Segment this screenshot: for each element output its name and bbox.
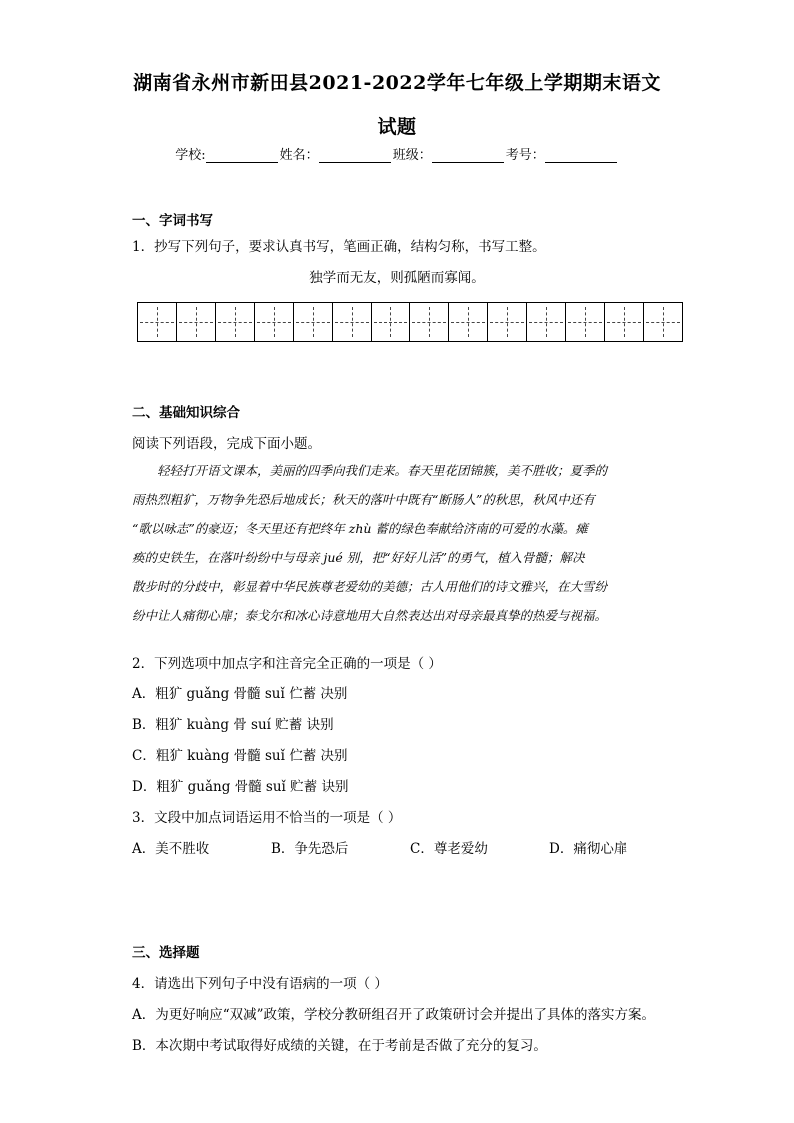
question-3: 3．文段中加点词语运用不恰当的一项是（ ） (132, 810, 402, 826)
number-label: 考号： (505, 148, 545, 163)
section-2-heading: 二、基础知识综合 (132, 405, 240, 421)
question-2: 2．下列选项中加点字和注音完全正确的一项是（ ） (132, 656, 442, 672)
q3-options (132, 837, 688, 857)
q2-option-b[interactable]: B．粗犷 kuàng 骨 suí 贮蓄 诀别 (132, 717, 334, 733)
copy-sentence: 独学而无友，则孤陋而寡闻。 (309, 270, 485, 286)
q3-option-b[interactable]: B．争先恐后 (271, 841, 349, 857)
class-label: 班级： (392, 148, 432, 163)
school-label: 学校: (175, 148, 206, 163)
grid-cell[interactable] (294, 303, 333, 341)
grid-cell[interactable] (177, 303, 216, 341)
class-blank[interactable] (432, 149, 504, 163)
grid-cell[interactable] (605, 303, 644, 341)
passage-line: 散步时的分歧中，彰显着中华民族尊老爱幼的美德；古人用他们的诗文雅兴，在大雪纷 (132, 579, 608, 594)
question-1: 1．抄写下列句子，要求认真书写，笔画正确，结构匀称，书写工整。 (132, 239, 546, 255)
reading-intro: 阅读下列语段，完成下面小题。 (132, 436, 321, 452)
reading-passage (132, 456, 662, 630)
grid-cell[interactable] (566, 303, 605, 341)
title-line-2: 试题 (377, 116, 417, 138)
passage-line: 纷中让人痛彻心扉；泰戈尔和冰心诗意地用大自然表达出对母亲最真挚的热爱与视福。 (132, 608, 608, 623)
passage-line: 轻轻打开语文课本，美丽的四季向我们走来。春天里花团锦簇，美不胜收；夏季的 (132, 463, 608, 478)
q4-option-b[interactable]: B．本次期中考试取得好成绩的关键，在于考前是否做了充分的复习。 (132, 1038, 547, 1054)
q3-option-d[interactable]: D．痛彻心扉 (549, 841, 628, 857)
writing-grid[interactable] (137, 302, 683, 342)
grid-cell[interactable] (137, 303, 177, 341)
grid-cell[interactable] (449, 303, 488, 341)
grid-cell[interactable] (410, 303, 449, 341)
title-line-1: 湖南省永州市新田县2021-2022学年七年级上学期期末语文 (133, 72, 661, 94)
q4-option-a[interactable]: A．为更好响应“双减”政策，学校分教研组召开了政策研讨会并提出了具体的落实方案。 (132, 1007, 656, 1023)
number-blank[interactable] (545, 149, 617, 163)
passage-line: 雨热烈粗犷，万物争先恐后地成长；秋天的落叶中既有“断肠人”的秋思，秋风中还有 (132, 492, 595, 507)
grid-cell[interactable] (527, 303, 566, 341)
section-3-heading: 三、选择题 (132, 945, 200, 961)
question-4: 4．请选出下列句子中没有语病的一项（ ） (132, 976, 388, 992)
q2-option-a[interactable]: A．粗犷 guǎng 骨髓 suǐ 伫蓄 决别 (132, 686, 348, 702)
student-info (0, 144, 794, 163)
grid-cell[interactable] (255, 303, 294, 341)
q2-option-d[interactable]: D．粗犷 guǎng 骨髓 suǐ 贮蓄 诀别 (132, 779, 349, 795)
grid-cell[interactable] (216, 303, 255, 341)
grid-cell[interactable] (333, 303, 372, 341)
passage-line: “歌以咏志”的豪迈；冬天里还有把终年 zhù 蓄的绿色奉献给济南的可爱的水藻。瘫 (132, 521, 588, 536)
q3-option-a[interactable]: A．美不胜收 (132, 841, 210, 857)
q2-option-c[interactable]: C．粗犷 kuàng 骨髓 suǐ 伫蓄 决别 (132, 748, 348, 764)
passage-line: 痪的史铁生，在落叶纷纷中与母亲 jué 别，把“好好儿活”的勇气，植入骨髓；解决 (132, 550, 585, 565)
grid-cell[interactable] (644, 303, 683, 341)
grid-cell[interactable] (372, 303, 411, 341)
name-blank[interactable] (319, 149, 391, 163)
school-blank[interactable] (206, 149, 278, 163)
grid-cell[interactable] (488, 303, 527, 341)
q3-option-c[interactable]: C．尊老爱幼 (410, 841, 488, 857)
section-1-heading: 一、字词书写 (132, 213, 213, 229)
name-label: 姓名： (279, 148, 319, 163)
